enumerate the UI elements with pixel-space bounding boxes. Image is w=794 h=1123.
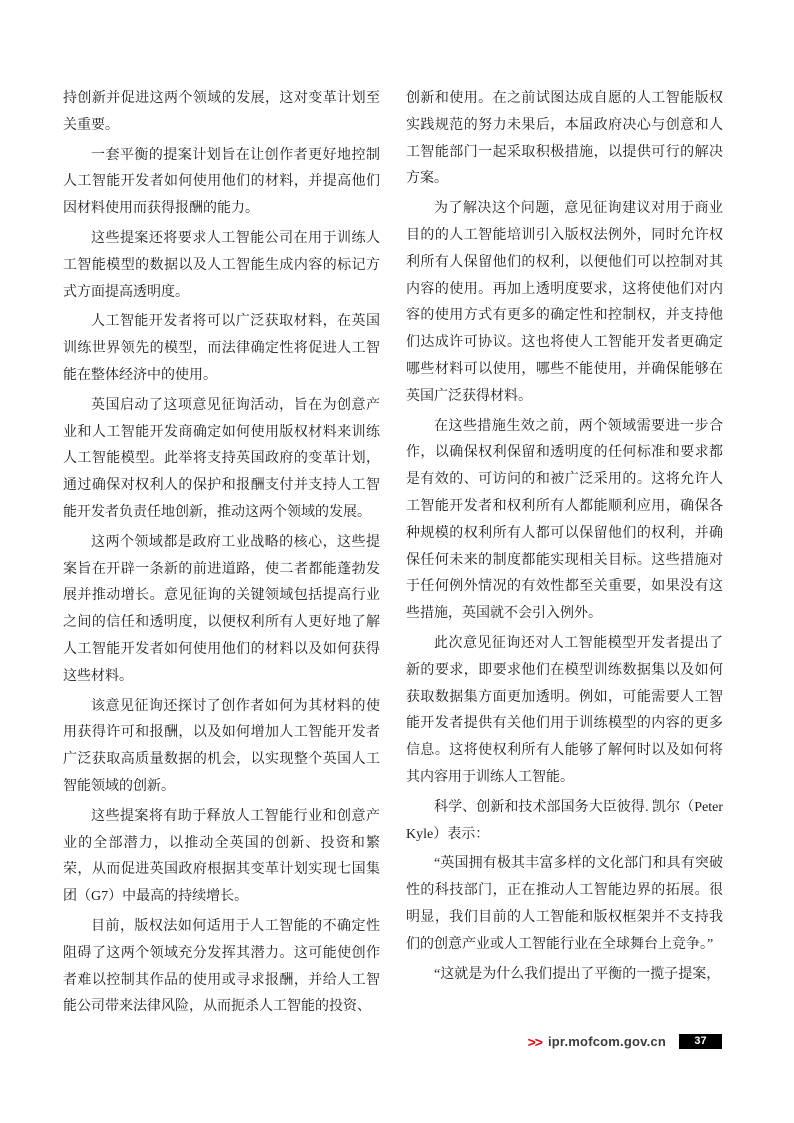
page-footer bbox=[528, 1034, 722, 1049]
paragraph: 这些提案还将要求人工智能公司在用于训练人工智能模型的数据以及人工智能生成内容的标记方式方面提高透明度。 bbox=[63, 230, 380, 300]
chevron-right-icon: >> bbox=[527, 1033, 542, 1050]
paragraph: 英国启动了这项意见征询活动，旨在为创意产业和人工智能开发商确定如何使用版权材料来训练人工智能模型。此举将支持英国政府的变革计划，通过确保对权利人的保护和报酬支付并支持人工智能开发者负责任地创新，推动这两个领域的发展。 bbox=[63, 397, 380, 520]
paragraph: 为了解决这个问题，意见征询建议对用于商业目的的人工智能培训引入版权法例外，同时允许权利所有人保留他们的权利，以便他们可以控制对其内容的使用。再加上透明度要求，这将使他们对内容的使用方式有更多的确定性和控制权，并支持他们达成许可协议。这也将使人工智能开发者更确定哪些材料可以使用，哪些不能使用，并确保能够在英国广泛获得材料。 bbox=[406, 201, 723, 404]
paragraph: 目前，版权法如何适用于人工智能的不确定性阻碍了这两个领域充分发挥其潜力。这可能使创作者难以控制其作品的使用或寻求报酬，并给人工智能公司带来法律风险，从而扼杀人工智能的投资、 bbox=[63, 918, 380, 1015]
paragraph: 该意见征询还探讨了创作者如何为其材料的使用获得许可和报酬，以及如何增加人工智能开发者广泛获取高质量数据的机会，以实现整个英国人工智能领域的创新。 bbox=[63, 698, 380, 794]
page-number-badge: 37 bbox=[679, 1034, 722, 1049]
paragraph: 在这些措施生效之前，两个领域需要进一步合作，以确保权利保留和透明度的任何标准和要求都是有效的、可访问的和被广泛采用的。这将允许人工智能开发者和权利所有人都能顺利应用，确保各种规模的权利所有人都可以保留他们的权利，并确保任何未来的制度都能实现相关目标。这些措施对于任何例外情况的有效性都至关重要，如果没有这些措施，英国就不会引入例外。 bbox=[406, 418, 723, 622]
right-column bbox=[406, 86, 723, 1024]
left-column bbox=[63, 86, 380, 1024]
paragraph: 此次意见征询还对人工智能模型开发者提出了新的要求，即要求他们在模型训练数据集以及如何获取数据集方面更加透明。例如，可能需要人工智能开发者提供有关他们用于训练模型的内容的更多信息。这将使权利所有人能够了解何时以及如何将其内容用于训练人工智能。 bbox=[406, 635, 723, 785]
footer-site-url: ipr.mofcom.gov.cn bbox=[547, 1034, 666, 1049]
paragraph: 创新和使用。在之前试图达成自愿的人工智能版权实践规范的努力未果后，本届政府决心与创意和人工智能部门一起采取积极措施，以提供可行的解决方案。 bbox=[406, 91, 723, 187]
paragraph: 一套平衡的提案计划旨在让创作者更好地控制人工智能开发者如何使用他们的材料，并提高他们因材料使用而获得报酬的能力。 bbox=[63, 147, 380, 217]
paragraph: 这两个领域都是政府工业战略的核心，这些提案旨在开辟一条新的前进道路，使二者都能蓬勃发展并推动增长。意见征询的关键领域包括提高行业之间的信任和透明度，以便权利所有人更好地了解人工智能开发者如何使用他们的材料以及如何获得这些材料。 bbox=[63, 534, 380, 684]
paragraph: “英国拥有极其丰富多样的文化部门和具有突破性的科技部门，正在推动人工智能边界的拓展。很明显，我们目前的人工智能和版权框架并不支持我们的创意产业或人工智能行业在全球舞台上竞争。” bbox=[406, 856, 723, 952]
paragraph: 科学、创新和技术部国务大臣彼得. 凯尔（Peter Kyle）表示： bbox=[406, 799, 723, 842]
paragraph: 这些提案将有助于释放人工智能行业和创意产业的全部潜力，以推动全英国的创新、投资和繁荣，从而促进英国政府根据其变革计划实现七国集团（G7）中最高的持续增长。 bbox=[63, 808, 380, 905]
paragraph: 人工智能开发者将可以广泛获取材料，在英国训练世界领先的模型，而法律确定性将促进人工智能在整体经济中的使用。 bbox=[63, 314, 380, 383]
two-column-text-layout bbox=[63, 86, 723, 1024]
paragraph: “这就是为什么我们提出了平衡的一揽子提案， bbox=[434, 966, 721, 982]
paragraph: 持创新并促进这两个领域的发展，这对变革计划至关重要。 bbox=[63, 91, 380, 133]
